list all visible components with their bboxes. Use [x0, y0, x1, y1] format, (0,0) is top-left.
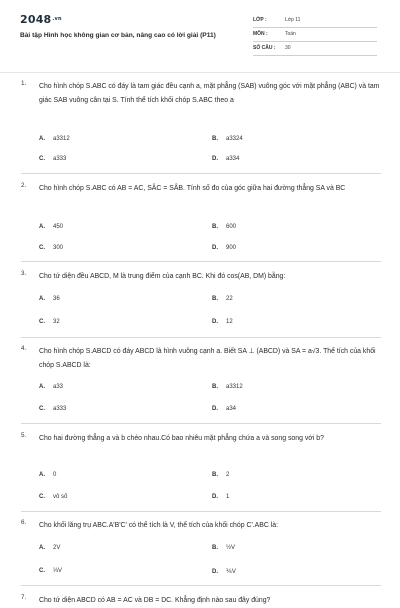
worksheet-header	[0, 0, 400, 72]
question-number: 7.	[21, 594, 27, 601]
question-text: Cho tứ diện đều ABCD, M là trung điểm của cạnh BC. Khi đó cos(AB, DM) bằng:	[39, 273, 286, 280]
question-divider	[21, 585, 381, 586]
meta-subject-label: MÔN :	[253, 31, 268, 37]
question-text: Cho hình chóp S.ABCD có đáy ABCD là hình vuông cạnh a. Biết SA ⊥ (ABCD) và SA = a√3. Thể tích của khối chóp S.ABCD là:	[39, 348, 376, 369]
question-number: 6.	[21, 519, 27, 526]
option-b[interactable]: B. 600	[212, 224, 237, 230]
brand-suffix: .vn	[52, 16, 62, 22]
option-b[interactable]: B. ½V	[212, 545, 236, 551]
option-d[interactable]: D. a34	[212, 406, 237, 412]
worksheet-title: Bài tập Hình học không gian cơ bản, nâng cao có lời giải (P11)	[20, 32, 216, 39]
option-b[interactable]: B. a3324	[212, 136, 243, 142]
option-d[interactable]: D. a334	[212, 156, 240, 162]
question-divider	[21, 261, 381, 262]
option-a[interactable]: A. a33	[39, 384, 64, 390]
brand-logo[interactable]	[20, 13, 62, 26]
option-c[interactable]: C. 32	[39, 319, 60, 325]
question-divider	[21, 173, 381, 174]
question-divider	[21, 337, 381, 338]
question-text: Cho hình chóp S.ABC có AB = AC, SÂC = SÂB. Tính số đo của góc giữa hai đường thẳng SA và BC	[39, 185, 346, 192]
meta-class-row	[253, 14, 377, 28]
question-text: Cho hình chóp S.ABC có đáy là tam giác đều cạnh a, mặt phẳng (SAB) vuông góc với mặt phẳng (ABC) và tam giác SAB vuông cân tại S. Tính thể tích khối chóp S.ABC theo a	[39, 83, 380, 104]
option-d[interactable]: D. 12	[212, 319, 233, 325]
brand-text: 2048	[20, 13, 52, 26]
option-a[interactable]: A. 0	[39, 472, 57, 478]
option-a[interactable]: A. 36	[39, 296, 60, 302]
option-d[interactable]: D. 1	[212, 494, 230, 500]
option-c[interactable]: C. vô số	[39, 494, 68, 500]
option-a[interactable]: A. a3312	[39, 136, 70, 142]
option-c[interactable]: C. a333	[39, 406, 67, 412]
option-a[interactable]: A. 450	[39, 224, 64, 230]
option-c[interactable]: C. a333	[39, 156, 67, 162]
option-c[interactable]: C. ⅓V	[39, 568, 63, 574]
option-b[interactable]: B. 2	[212, 472, 230, 478]
meta-subject-row	[253, 28, 377, 42]
question-number: 3.	[21, 270, 27, 277]
option-a[interactable]: A. 2V	[39, 545, 61, 551]
option-d[interactable]: D. ⅙V	[212, 569, 236, 575]
meta-count-label: SỐ CÂU :	[253, 45, 276, 51]
option-c[interactable]: C. 300	[39, 245, 64, 251]
meta-subject-value: Toán	[285, 31, 296, 37]
question-text: Cho tứ diện ABCD có AB = AC và DB = DC. Khẳng định nào sau đây đúng?	[39, 597, 271, 604]
question-text: Cho hai đường thẳng a và b chéo nhau.Có bao nhiêu mặt phẳng chứa a và song song với b?	[39, 435, 324, 442]
question-number: 4.	[21, 345, 27, 352]
meta-count-value: 30	[285, 45, 291, 51]
question-number: 2.	[21, 182, 27, 189]
option-b[interactable]: B. a3312	[212, 384, 243, 390]
meta-count-row	[253, 42, 377, 56]
question-number: 1.	[21, 80, 27, 87]
meta-class-value: Lớp 11	[285, 17, 301, 23]
option-b[interactable]: B. 22	[212, 296, 233, 302]
question-divider	[21, 511, 381, 512]
meta-class-label: LỚP :	[253, 17, 267, 23]
question-text: Cho khối lăng trụ ABC.A'B'C' có thể tích là V, thể tích của khối chóp C'.ABC là:	[39, 522, 279, 529]
question-divider	[21, 423, 381, 424]
question-number: 5.	[21, 432, 27, 439]
header-divider	[0, 72, 400, 73]
option-d[interactable]: D. 900	[212, 245, 237, 251]
